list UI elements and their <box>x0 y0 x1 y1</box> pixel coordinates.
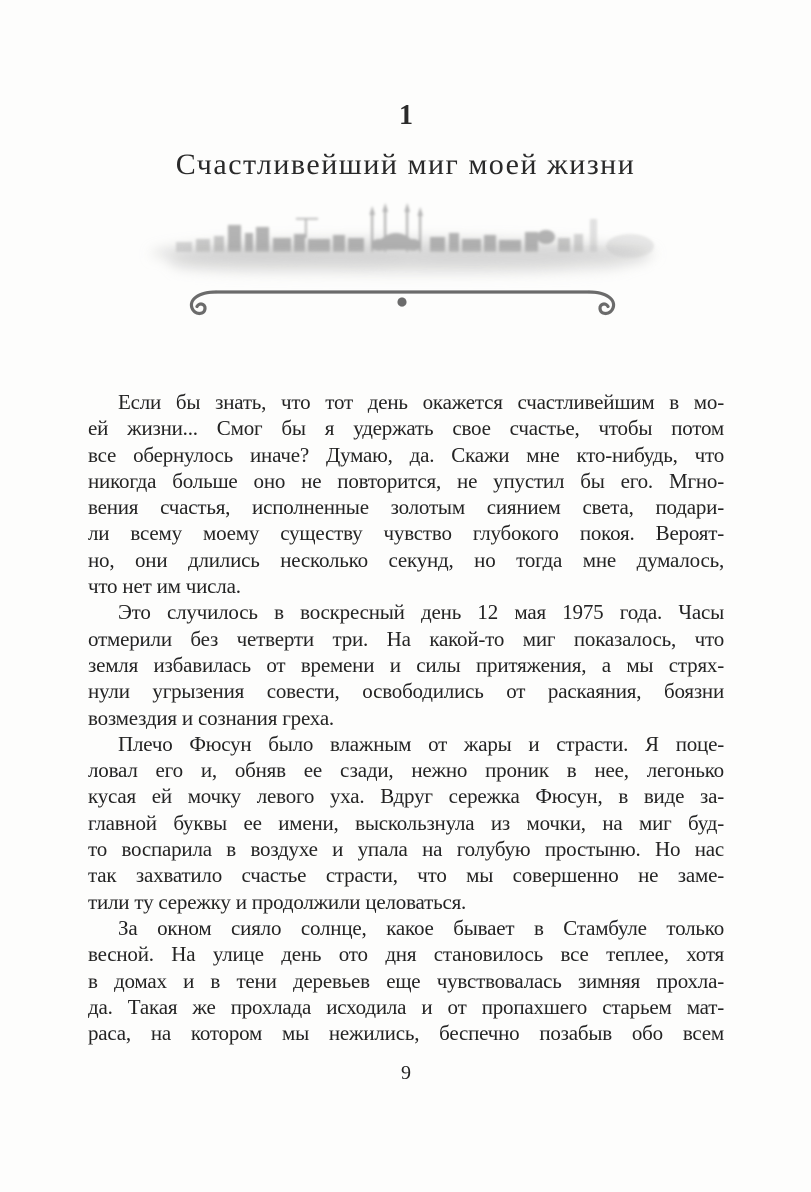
text-line: Это случилось в воскресный день 12 мая 1975 года. Часы <box>118 600 724 625</box>
text-line: то воспарила в воздухе и упала на голубую простыню. Но нас <box>88 837 724 862</box>
text-line: так захватило счастье страсти, что мы совершенно не заме- <box>88 863 724 888</box>
text-line: главной буквы ее имени, выскользнула из мочки, на миг буд- <box>88 810 724 835</box>
divider-center-dot <box>397 297 406 306</box>
paragraph <box>88 389 724 599</box>
text-line: тили ту сережку и продолжили целоваться. <box>88 889 467 914</box>
text-line: нули угрызения совести, освободились от раскаяния, боязни <box>88 679 724 704</box>
paragraph <box>88 599 724 730</box>
ornamental-divider <box>184 281 621 321</box>
text-line: Плечо Фюсун было влажным от жары и страсти. Я поце- <box>118 731 724 756</box>
text-line: но, они длились несколько секунд, но тогда мне думалось, <box>88 547 724 572</box>
paragraph <box>88 731 724 915</box>
text-line: ей жизни... Смог бы я удержать свое счастье, чтобы потом <box>88 416 724 441</box>
text-line: Если бы знать, что тот день окажется счастливейшим в мо- <box>118 390 724 414</box>
body-text <box>88 389 724 1046</box>
text-line: За окном сияло солнце, какое бывает в Стамбуле только <box>118 915 724 940</box>
text-line: возмездия и сознания греха. <box>88 705 334 730</box>
text-line: земля избавилась от времени и силы притяжения, а мы стрях- <box>88 652 724 677</box>
chapter-title: Счастливейший миг моей жизни <box>175 148 636 181</box>
text-line: никогда больше оно не повторится, не упустил бы его. Мгно- <box>88 468 724 493</box>
text-line: в домах и в тени деревьев еще чувствовалась зимняя прохла- <box>88 968 724 993</box>
page-number: 9 <box>401 1062 411 1084</box>
paragraph <box>88 915 724 1046</box>
text-line: отмерили без четверти три. На какой-то миг показалось, что <box>88 626 724 651</box>
text-line: что нет им числа. <box>88 574 241 599</box>
text-line: все обернулось иначе? Думаю, да. Скажи мне кто-нибудь, что <box>88 442 724 467</box>
text-line: весной. На улице день ото дня становилось все теплее, хотя <box>88 942 724 967</box>
text-line: раса, на котором мы нежились, беспечно позабыв обо всем <box>88 1021 724 1046</box>
text-line: кусая ей мочку левого уха. Вдруг сережка Фюсун, в виде за- <box>88 784 724 809</box>
text-line: вения счастья, исполненные золотым сиянием света, подари- <box>88 495 724 520</box>
chapter-number: 1 <box>399 100 413 131</box>
text-line: ли всему моему существу чувство глубокого покоя. Вероят- <box>88 521 724 546</box>
curled-rule-icon <box>184 281 621 321</box>
text-line: да. Такая же прохлада исходила и от пропахшего старьем мат- <box>88 994 724 1019</box>
text-line: ловал его и, обняв ее сзади, нежно проник в нее, легонько <box>88 758 724 783</box>
